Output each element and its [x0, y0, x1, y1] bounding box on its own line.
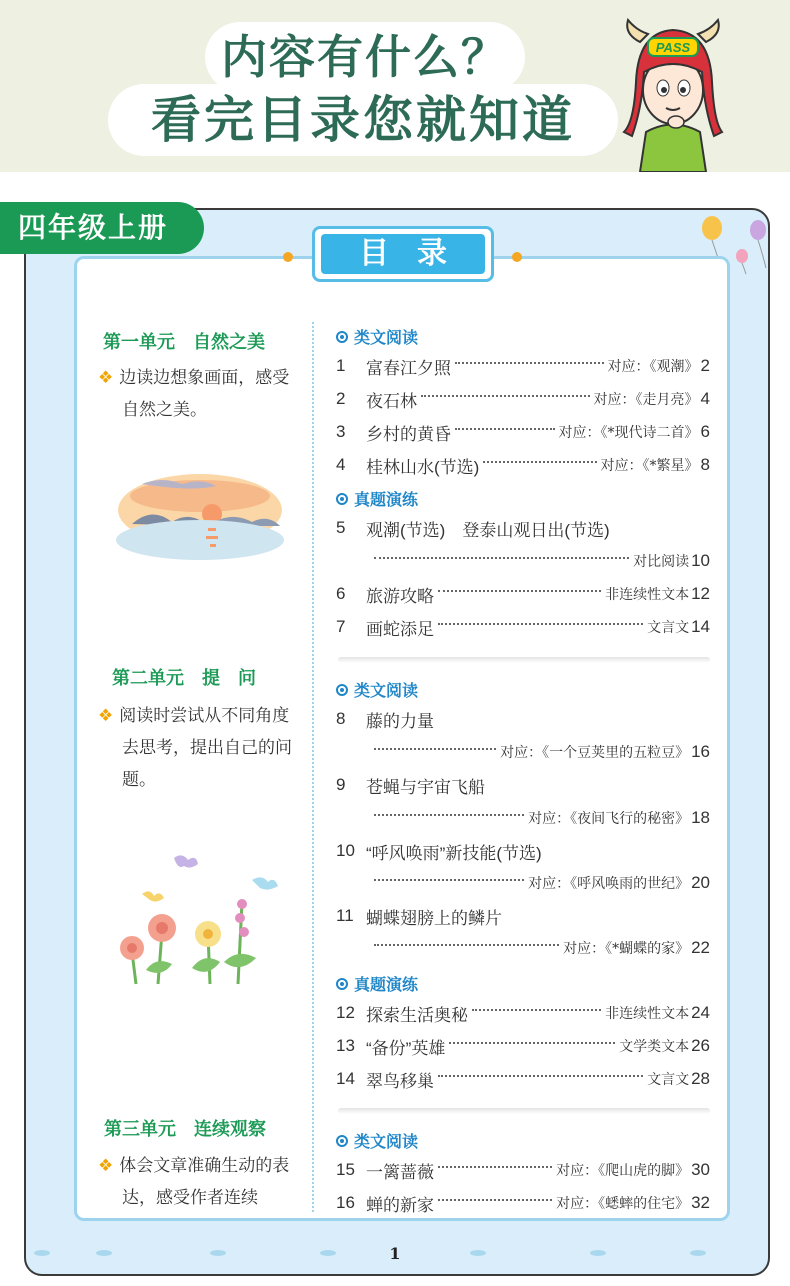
- leader-dots: [483, 461, 596, 463]
- toc-entry-continuation[interactable]: [336, 548, 710, 574]
- entry-number: 10: [336, 841, 355, 860]
- leader-dots: [374, 748, 496, 750]
- header-line1: 内容有什么？: [205, 22, 525, 92]
- toc-entry[interactable]: [336, 706, 710, 732]
- toc-entry[interactable]: [336, 1000, 710, 1026]
- entry-number: 13: [336, 1036, 355, 1055]
- section-header: [336, 678, 418, 701]
- toc-entry[interactable]: [336, 614, 710, 640]
- entry-page: 24: [691, 1003, 710, 1022]
- title-dot-left: [283, 252, 293, 262]
- leader-dots: [449, 1042, 615, 1044]
- entry-page: 14: [691, 617, 710, 636]
- title-dot-right: [512, 252, 522, 262]
- leader-dots: [455, 428, 555, 430]
- entry-ref: 非连续性文本: [605, 587, 690, 603]
- entry-number: 1: [336, 356, 346, 375]
- entry-ref: 对应：《蟋蟀的住宅》: [556, 1196, 690, 1212]
- toc-entry[interactable]: [336, 353, 710, 379]
- leader-dots: [438, 1199, 552, 1201]
- entry-ref: 对应：《一个豆荚里的五粒豆》: [500, 745, 690, 761]
- section-header: [336, 325, 418, 348]
- entry-ref: 对应：《夜间飞行的秘密》: [528, 811, 690, 827]
- entry-title: 探索生活奥秘: [366, 1005, 468, 1025]
- toc-entry[interactable]: [336, 452, 710, 478]
- leader-dots: [374, 879, 524, 881]
- leader-dots: [421, 395, 590, 397]
- toc-entry-continuation[interactable]: [336, 870, 710, 896]
- unit1-title: 第一单元 自然之美: [103, 332, 265, 352]
- leader-dots: [438, 1166, 552, 1168]
- section-header: [336, 1129, 418, 1152]
- entry-title: 蝴蝶翅膀上的鳞片: [366, 908, 502, 928]
- toc-entry[interactable]: [336, 581, 710, 607]
- entry-page: 18: [691, 808, 710, 827]
- entry-page: 4: [700, 389, 710, 408]
- section-label: 真题演练: [354, 977, 419, 994]
- toc-entry[interactable]: [336, 838, 710, 864]
- entry-title: 藤的力量: [366, 711, 434, 731]
- entry-title: 画蛇添足: [366, 619, 434, 639]
- unit3-title: 第三单元 连续观察: [104, 1119, 266, 1139]
- entry-number: 6: [336, 584, 346, 603]
- section-separator: [338, 657, 710, 663]
- entry-title: 翠鸟移巢: [366, 1071, 434, 1091]
- entry-page: 10: [691, 551, 710, 570]
- toc-entry[interactable]: [336, 1190, 710, 1216]
- toc-title: 目录: [321, 234, 485, 274]
- entry-ref: 对比阅读: [633, 554, 690, 570]
- fish-decoration: [96, 1250, 112, 1256]
- toc-entry-continuation[interactable]: [336, 739, 710, 765]
- section-bullet-icon: [336, 1135, 348, 1147]
- toc-entry-continuation[interactable]: [336, 935, 710, 961]
- diamond-bullet-icon: ❖: [98, 706, 114, 726]
- fish-decoration: [210, 1250, 226, 1256]
- unit2-desc-text: 阅读时尝试从不同角度去思考，提出自己的问题。: [119, 706, 292, 790]
- entry-number: 9: [336, 775, 346, 794]
- entry-number: 4: [336, 455, 346, 474]
- leader-dots: [374, 557, 629, 559]
- section-label: 类文阅读: [354, 1134, 419, 1151]
- toc-entry[interactable]: [336, 772, 710, 798]
- leader-dots: [374, 814, 524, 816]
- entry-title: “呼风唤雨”新技能(节选): [366, 843, 542, 863]
- toc-title-frame: [312, 226, 494, 282]
- toc-entry-continuation[interactable]: [336, 805, 710, 831]
- diamond-bullet-icon: ❖: [98, 368, 114, 388]
- entry-page: 30: [691, 1160, 710, 1179]
- section-label: 真题演练: [354, 492, 419, 509]
- fish-decoration: [590, 1250, 606, 1256]
- entry-number: 11: [336, 906, 354, 925]
- entry-number: 5: [336, 518, 346, 537]
- entry-title: 观潮(节选) 登泰山观日出(节选): [366, 520, 610, 540]
- entry-title: 蝉的新家: [366, 1195, 434, 1215]
- section-label: 类文阅读: [354, 330, 419, 347]
- entry-title: 富春江夕照: [366, 358, 451, 378]
- entry-ref: 对应：《走月亮》: [593, 392, 699, 408]
- fish-decoration: [34, 1250, 50, 1256]
- unit1-desc: [98, 362, 303, 426]
- diamond-bullet-icon: ❖: [98, 1156, 114, 1176]
- fish-decoration: [690, 1250, 706, 1256]
- entry-ref: 对应：《呼风唤雨的世纪》: [528, 876, 690, 892]
- entry-page: 26: [691, 1036, 710, 1055]
- sunset-lake-illustration: [112, 470, 288, 570]
- mascot-badge-text: PASS: [655, 40, 691, 55]
- column-divider: [312, 322, 314, 1212]
- entry-number: 14: [336, 1069, 355, 1088]
- toc-entry[interactable]: [336, 903, 710, 929]
- section-label: 类文阅读: [354, 683, 419, 700]
- unit3-desc-text: 体会文章准确生动的表达，感受作者连续: [119, 1156, 290, 1208]
- leader-dots: [438, 590, 601, 592]
- entry-number: 2: [336, 389, 346, 408]
- leader-dots: [455, 362, 604, 364]
- entry-ref: 文言文: [647, 620, 690, 636]
- unit3-desc: [98, 1150, 303, 1214]
- entry-ref: 文学类文本: [619, 1039, 690, 1055]
- page-number: 1: [389, 1244, 401, 1263]
- entry-page: 12: [691, 584, 710, 603]
- unit2-title: 第二单元 提 问: [112, 668, 256, 688]
- entry-page: 20: [691, 873, 710, 892]
- grade-tab: 四年级上册: [0, 202, 204, 254]
- entry-page: 22: [691, 938, 710, 957]
- toc-entry[interactable]: [336, 1157, 710, 1183]
- fish-decoration: [470, 1250, 486, 1256]
- leader-dots: [374, 944, 559, 946]
- entry-page: 16: [691, 742, 710, 761]
- toc-entry[interactable]: [336, 515, 710, 541]
- flowers-butterflies-illustration: [112, 852, 282, 992]
- entry-ref: 对应：《爬山虎的脚》: [556, 1163, 690, 1179]
- leader-dots: [438, 1075, 643, 1077]
- section-bullet-icon: [336, 493, 348, 505]
- entry-title: 苍蝇与宇宙飞船: [366, 777, 485, 797]
- section-bullet-icon: [336, 331, 348, 343]
- toc-entry[interactable]: [336, 419, 710, 445]
- entry-page: 6: [700, 422, 710, 441]
- section-bullet-icon: [336, 684, 348, 696]
- unit1-desc-text: 边读边想象画面，感受自然之美。: [119, 368, 290, 420]
- entry-number: 16: [336, 1193, 355, 1212]
- section-header: [336, 972, 418, 995]
- fish-decoration: [320, 1250, 336, 1256]
- entry-ref: 对应：《*繁星》: [600, 458, 699, 474]
- entry-title: 一篱蔷薇: [366, 1162, 434, 1182]
- entry-number: 15: [336, 1160, 355, 1179]
- mascot-image: [618, 12, 728, 172]
- leader-dots: [438, 623, 643, 625]
- entry-ref: 文言文: [647, 1072, 690, 1088]
- entry-number: 7: [336, 617, 346, 636]
- entry-page: 28: [691, 1069, 710, 1088]
- entry-title: 旅游攻略: [366, 586, 434, 606]
- entry-ref: 非连续性文本: [605, 1006, 690, 1022]
- entry-title: “备份”英雄: [366, 1038, 446, 1058]
- unit2-desc: [98, 700, 303, 796]
- section-separator: [338, 1108, 710, 1114]
- section-header: [336, 487, 418, 510]
- entry-page: 8: [700, 455, 710, 474]
- toc-entry[interactable]: [336, 1066, 710, 1092]
- entry-ref: 对应：《*现代诗二首》: [558, 425, 699, 441]
- toc-entry[interactable]: [336, 386, 710, 412]
- entry-number: 12: [336, 1003, 355, 1022]
- entry-title: 桂林山水(节选): [366, 457, 480, 477]
- entry-page: 2: [700, 356, 710, 375]
- entry-ref: 对应：《观潮》: [607, 359, 699, 375]
- entry-title: 乡村的黄昏: [366, 424, 451, 444]
- leader-dots: [472, 1009, 601, 1011]
- section-bullet-icon: [336, 978, 348, 990]
- entry-ref: 对应：《*蝴蝶的家》: [563, 941, 690, 957]
- entry-number: 8: [336, 709, 346, 728]
- entry-page: 32: [691, 1193, 710, 1212]
- entry-title: 夜石林: [366, 391, 417, 411]
- toc-entry[interactable]: [336, 1033, 710, 1059]
- header-line2: 看完目录您就知道: [108, 84, 618, 156]
- entry-number: 3: [336, 422, 346, 441]
